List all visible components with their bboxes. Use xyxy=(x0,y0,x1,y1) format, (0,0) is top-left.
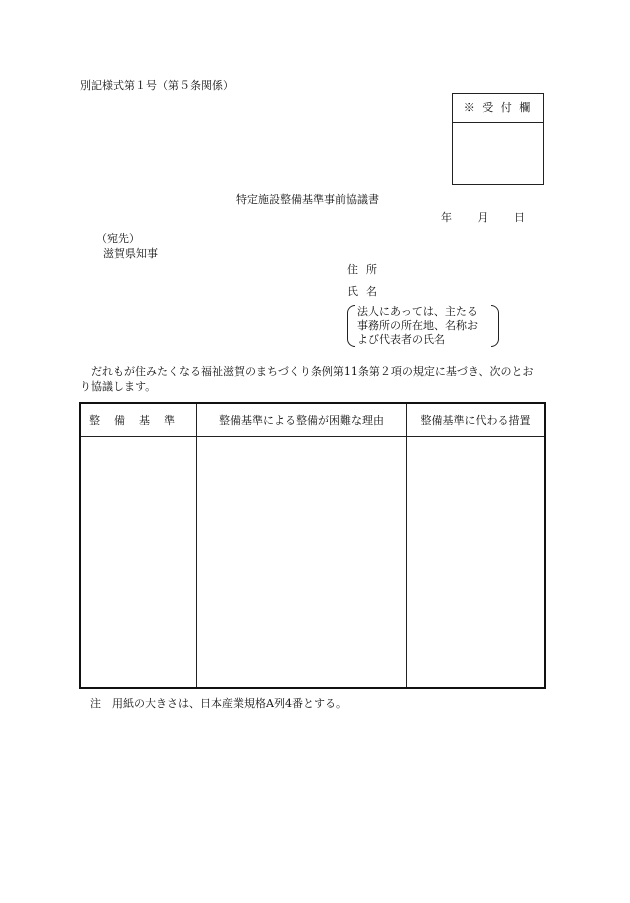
header-difficulty-reason: 整備基準による整備が困難な理由 xyxy=(197,404,407,436)
consultation-table xyxy=(79,402,546,689)
name-label: 氏名 xyxy=(347,285,385,298)
corporation-note-line: 法人にあっては、主たる xyxy=(357,305,478,318)
header-standard: 整備基準 xyxy=(81,404,197,436)
cell-difficulty-reason xyxy=(197,437,407,687)
document-title: 特定施設整備基準事前協議書 xyxy=(236,193,379,206)
body-text: だれもが住みたくなる福祉滋賀のまちづくり条例第11条第２項の規定に基づき、次のとおり協議します。 xyxy=(80,365,534,393)
address-label: 住所 xyxy=(347,263,385,276)
form-number: 別記様式第１号（第５条関係） xyxy=(80,79,234,92)
addressee-label: （宛先） xyxy=(96,232,140,245)
corporation-note xyxy=(347,305,499,349)
addressee-name: 滋賀県知事 xyxy=(103,247,158,260)
cell-standard xyxy=(81,437,197,687)
corporation-note-line: よび代表者の氏名 xyxy=(357,333,445,346)
header-alternative-measure: 整備基準に代わる措置 xyxy=(420,414,531,427)
table-body-row xyxy=(81,437,544,687)
right-bracket xyxy=(491,305,499,347)
left-bracket xyxy=(347,305,355,347)
table-header-row xyxy=(81,404,544,437)
cell-alternative-measure xyxy=(407,437,544,687)
reception-box-label: ※ 受 付 欄 xyxy=(453,94,543,123)
date-line: 年 月 日 xyxy=(441,211,525,224)
footnote: 注 用紙の大きさは、日本産業規格A列4番とする。 xyxy=(90,697,347,710)
reception-box xyxy=(452,93,544,185)
corporation-note-line: 事務所の所在地、名称お xyxy=(357,319,478,332)
